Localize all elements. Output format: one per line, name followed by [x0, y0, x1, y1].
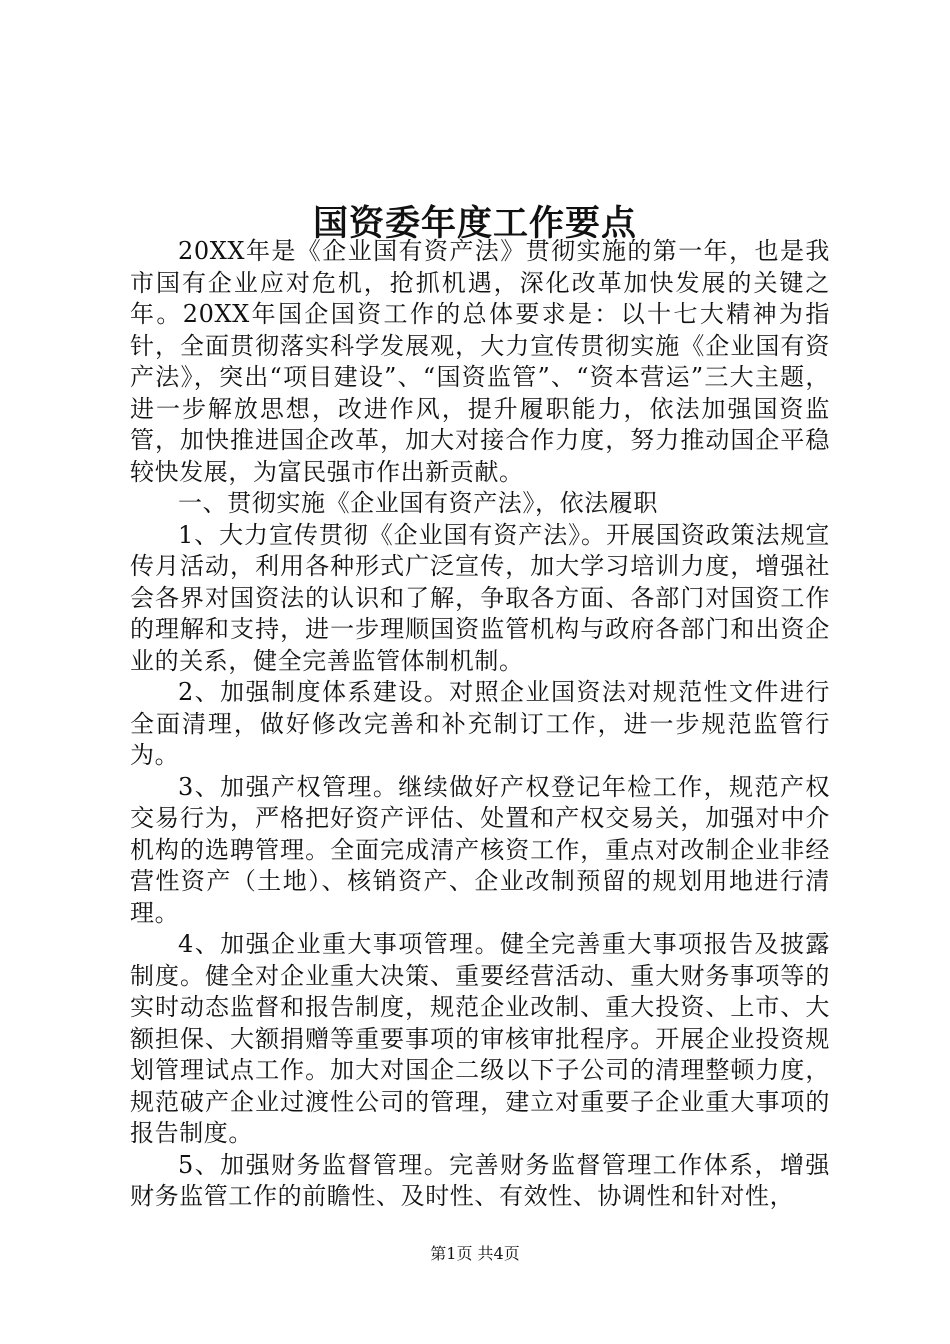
paragraph-item-2: 2、加强制度体系建设。对照企业国资法对规范性文件进行全面清理，做好修改完善和补充制订工作，进一步规范监管行为。: [130, 678, 830, 769]
paragraph-item-1: 1、大力宣传贯彻《企业国有资产法》。开展国资政策法规宣传月活动，利用各种形式广泛宣传，加大学习培训力度，增强社会各界对国资法的认识和了解，争取各方面、各部门对国资工作的理解和支持，进一步理顺国资监管机构与政府各部门和出资企业的关系，健全完善监管体制机制。: [130, 520, 830, 675]
paragraph-intro: 20XX年是《企业国有资产法》贯彻实施的第一年，也是我市国有企业应对危机，抢抓机遇，深化改革加快发展的关键之年。20XX年国企国资工作的总体要求是：以十七大精神为指针，全面贯彻落实科学发展观，大力宣传贯彻实施《企业国有资产法》，突出“项目建设”、“国资监管”、“资本营运”三大主题，进一步解放思想，改进作风，提升履职能力，依法加强国资监管，加快推进国企改革，加大对接合作力度，努力推动国企平稳较快发展，为富民强市作出新贡献。: [130, 237, 830, 486]
paragraph-item-5: 5、加强财务监督管理。完善财务监督管理工作体系，增强财务监管工作的前瞻性、及时性、有效性、协调性和针对性，: [130, 1150, 830, 1210]
document-title: 国资委年度工作要点: [312, 203, 637, 245]
document-body: [130, 236, 830, 1213]
paragraph-item-4: 4、加强企业重大事项管理。健全完善重大事项报告及披露制度。健全对企业重大决策、重要经营活动、重大财务事项等的实时动态监督和报告制度，规范企业改制、重大投资、上市、大额担保、大额捐赠等重要事项的审核审批程序。开展企业投资规划管理试点工作。加大对国企二级以下子公司的清理整顿力度，规范破产企业过渡性公司的管理，建立对重要子企业重大事项的报告制度。: [130, 930, 830, 1147]
section-heading-1: 一、贯彻实施《企业国有资产法》，依法履职: [178, 489, 658, 517]
paragraph-item-3: 3、加强产权管理。继续做好产权登记年检工作，规范产权交易行为，严格把好资产评估、处置和产权交易关，加强对中介机构的选聘管理。全面完成清产核资工作，重点对改制企业非经营性资产（土地）、核销资产、企业改制预留的规划用地进行清理。: [130, 772, 830, 927]
page-number-footer: 第1页 共4页: [430, 1244, 520, 1263]
